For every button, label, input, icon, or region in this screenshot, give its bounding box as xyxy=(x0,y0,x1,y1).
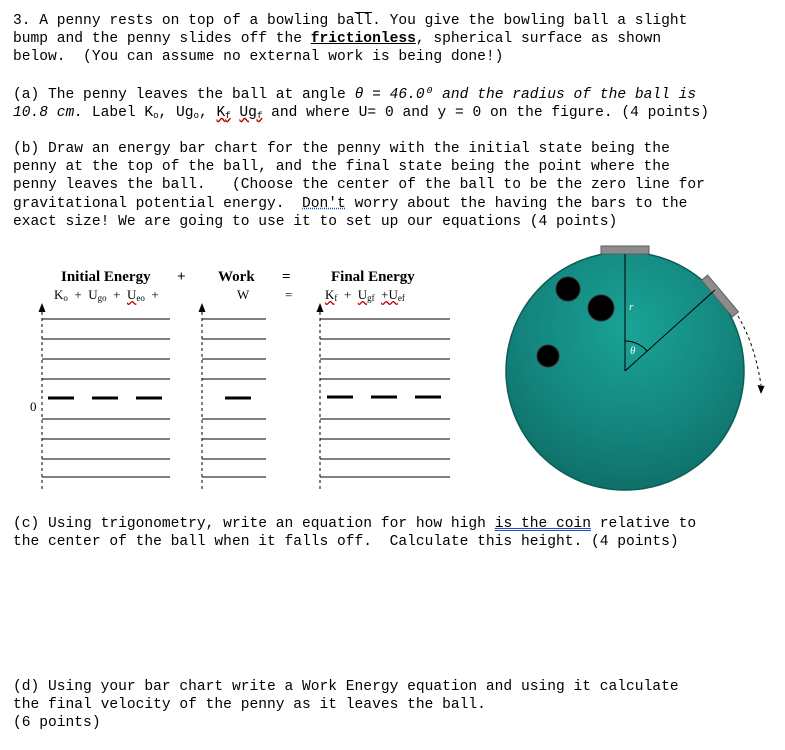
is-the-coin-text: is the coin xyxy=(494,516,592,532)
k0-sub: o xyxy=(153,111,159,122)
part-d-text xyxy=(13,678,679,733)
penny-top-icon xyxy=(601,246,649,254)
part-b-line3: penny leaves the ball. (Choose the center of the ball to be the zero line for xyxy=(13,177,705,194)
ugf-sub: f xyxy=(256,111,263,122)
part-c-line2: the center of the ball when it falls off. Calculate this height. (4 points) xyxy=(13,534,679,551)
part-c-text xyxy=(13,515,696,551)
part-a-line2-post: and where U= 0 and y = 0 on the figure. (4 points) xyxy=(262,105,709,122)
init-ug-sub: go xyxy=(97,293,107,303)
initial-axis-arrow xyxy=(39,303,46,312)
init-k: K xyxy=(54,287,64,302)
ug-pre: , Ug xyxy=(158,105,194,122)
finger-hole-2 xyxy=(588,295,614,321)
intro-line3: below. (You can assume no external work is being done!) xyxy=(13,49,504,66)
init-plus-a: + xyxy=(74,287,82,302)
initial-column xyxy=(39,303,171,492)
intro-line2-post: , spherical surface as shown xyxy=(415,31,662,48)
work-axis-arrow xyxy=(199,303,206,312)
zero-label: 0 xyxy=(30,399,37,414)
intro-line1-pre: 3. A penny rests on top of a bowling ba xyxy=(13,13,355,29)
final-column xyxy=(317,303,451,492)
final-plus-ue: +U xyxy=(381,287,398,302)
part-b-line2: penny at the top of the ball, and the final state being the point where the xyxy=(13,159,670,176)
work-column xyxy=(199,303,267,492)
init-ug: U xyxy=(88,287,98,302)
final-ug-letter: U xyxy=(357,287,368,302)
part-d-line1: (d) Using your bar chart write a Work Energy equation and using it calculate xyxy=(13,679,679,695)
ugf-letters: Ug xyxy=(239,105,257,122)
part-c-line1-pre: (c) Using trigonometry, write an equation for how high xyxy=(13,516,495,532)
work-header: Work xyxy=(218,269,255,285)
init-plus-c: + xyxy=(151,287,159,302)
work-term: W xyxy=(237,287,250,302)
init-ue-sub: eo xyxy=(136,293,145,303)
equals-header-1: = xyxy=(282,269,291,285)
init-k-sub: o xyxy=(63,293,68,303)
frictionless-word: frictionless xyxy=(310,31,416,48)
radius-label: r xyxy=(629,301,634,313)
part-b-line4-post: worry about the having the bars to the xyxy=(345,195,688,212)
angle-label: θ xyxy=(630,345,636,357)
final-ug-sub: gf xyxy=(367,293,375,303)
intro-line2-pre: bump and the penny slides off the xyxy=(13,31,311,48)
part-c-line1-post: relative to xyxy=(591,516,697,532)
finger-hole-3 xyxy=(537,345,559,367)
final-k-letter: K xyxy=(325,287,335,302)
plus-header-1: + xyxy=(177,269,186,285)
dont-word: Don't xyxy=(302,195,346,212)
intro-line1-mark: $\overline{ll}$ xyxy=(354,13,373,29)
part-a-line1-pre: (a) The penny leaves the ball at angle xyxy=(13,87,355,103)
part-d-line2: the final velocity of the penny as it leaves the ball. xyxy=(13,697,486,714)
final-plus-a: + xyxy=(343,287,352,302)
final-energy-header: Final Energy xyxy=(331,269,415,285)
part-b-line1: (b) Draw an energy bar chart for the penny with the initial state being the xyxy=(13,141,670,157)
part-a-line1-ital: θ = 46.0⁰ and the radius of the ball is xyxy=(354,87,697,103)
intro-line1-post: . You give the bowling ball a slight xyxy=(372,13,688,29)
kf-letter: K xyxy=(216,105,226,122)
initial-energy-header: Initial Energy xyxy=(61,269,151,285)
part-a-line2-mid: , xyxy=(198,105,217,122)
part-b-line5: exact size! We are going to use it to set up our equations (4 points) xyxy=(13,213,618,230)
final-axis-arrow xyxy=(317,303,324,312)
part-a-line2-ital: 10.8 cm. xyxy=(13,105,84,122)
part-a-line2-pre: Label K xyxy=(83,105,154,122)
final-k-sub: f xyxy=(334,293,338,303)
bowling-ball-figure xyxy=(506,246,765,490)
final-ue-sub: ef xyxy=(397,293,405,303)
init-plus-b: + xyxy=(113,287,121,302)
trajectory-arrow-icon xyxy=(758,385,765,394)
init-ue-letter: U xyxy=(126,287,137,302)
kf-sub: f xyxy=(225,111,231,122)
finger-hole-1 xyxy=(556,277,580,301)
ug0-sub: o xyxy=(193,111,199,122)
part-d-line3: (6 points) xyxy=(13,715,101,732)
equals-2: = xyxy=(285,287,293,302)
part-b-line4-pre: gravitational potential energy. xyxy=(13,195,303,212)
